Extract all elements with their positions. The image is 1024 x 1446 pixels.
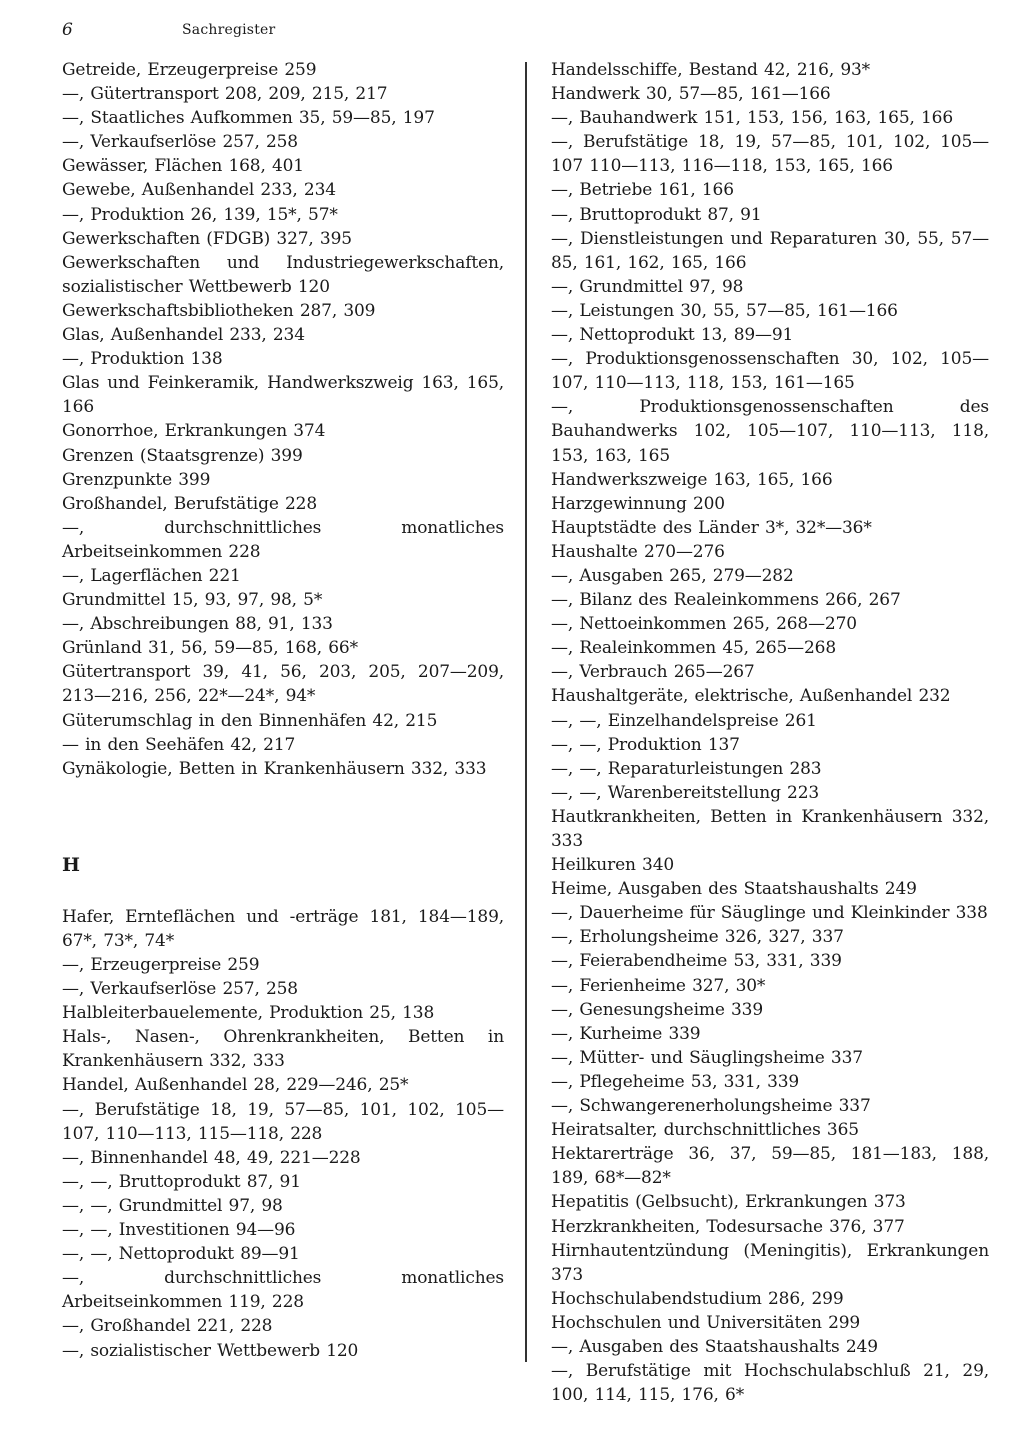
index-entry: Halbleiterbauelemente, Produktion 25, 138 xyxy=(62,1003,435,1024)
index-entry: —, Mütter- und Säuglingsheime 337 xyxy=(551,1047,863,1068)
index-entry: —, Ausgaben des Staatshaushalts 249 xyxy=(551,1336,878,1357)
index-entry: Handwerkszweige 163, 165, 166 xyxy=(551,469,833,490)
index-entry: Haushaltgeräte, elektrische, Außenhandel 232 xyxy=(551,686,951,707)
index-entry: Handwerk 30, 57—85, 161—166 xyxy=(551,84,831,105)
index-entry: —, Verkaufserlöse 257, 258 xyxy=(62,132,298,153)
index-entry: —, —, Reparaturleistungen 283 xyxy=(551,758,822,779)
index-entry: —, Erzeugerpreise 259 xyxy=(62,955,260,975)
page-number: 6 xyxy=(62,20,73,40)
index-entry: —, Berufstätige 18, 19, 57—85, 101, 102, 105—107, 110—113, 115—118, 228 xyxy=(62,1099,504,1144)
index-entry: —, Berufstätige 18, 19, 57—85, 101, 102, 105—107 110—113, 116—118, 153, 165, 166 xyxy=(551,132,989,177)
index-entry: —, durchschnittliches monatliches Arbeitseinkommen 228 xyxy=(62,517,504,562)
index-entry: —, Verkaufserlöse 257, 258 xyxy=(62,979,298,1000)
index-entry: —, Großhandel 221, 228 xyxy=(62,1316,273,1337)
index-entry: —, Feierabendheime 53, 331, 339 xyxy=(551,951,842,972)
index-entry: — in den Seehäfen 42, 217 xyxy=(62,734,296,755)
index-entry: Gütertransport 39, 41, 56, 203, 205, 207—209, 213—216, 256, 22*—24*, 94* xyxy=(62,662,504,707)
index-entry: Hirnhautentzündung (Meningitis), Erkrankungen 373 xyxy=(551,1240,989,1285)
index-entry: —, Produktionsgenossenschaften des Bauhandwerks 102, 105—107, 110—113, 118, 153, 163, 165 xyxy=(551,397,989,466)
index-entry: —, Produktion 138 xyxy=(62,349,223,370)
index-entry: —, Genesungsheime 339 xyxy=(551,999,764,1020)
index-entry: —, Erholungsheime 326, 327, 337 xyxy=(551,927,844,948)
section-letter-h: H xyxy=(62,853,80,876)
index-entry: Hauptstädte des Länder 3*, 32*—36* xyxy=(551,517,872,538)
index-entry: —, —, Grundmittel 97, 98 xyxy=(62,1195,283,1216)
index-entry: —, Grundmittel 97, 98 xyxy=(551,276,744,297)
index-entry: Grünland 31, 56, 59—85, 168, 66* xyxy=(62,638,358,659)
index-entry: Glas und Feinkeramik, Handwerkszweig 163, 165, 166 xyxy=(62,373,504,418)
index-entry: Herzkrankheiten, Todesursache 376, 377 xyxy=(551,1216,905,1237)
index-entry: —, Bruttoprodukt 87, 91 xyxy=(551,204,762,225)
index-entry: —, Betriebe 161, 166 xyxy=(551,180,734,201)
index-entry: Handel, Außenhandel 28, 229—246, 25* xyxy=(62,1075,409,1096)
index-entry: —, Bauhandwerk 151, 153, 156, 163, 165, 166 xyxy=(551,108,954,129)
index-entry: Handelsschiffe, Bestand 42, 216, 93* xyxy=(551,60,871,80)
index-entry: Heime, Ausgaben des Staatshaushalts 249 xyxy=(551,879,917,900)
index-entry: Heiratsalter, durchschnittliches 365 xyxy=(551,1120,859,1141)
index-entry: Gonorrhoe, Erkrankungen 374 xyxy=(62,421,326,442)
index-entry: Glas, Außenhandel 233, 234 xyxy=(62,325,305,346)
index-entry: —, Bilanz des Realeinkommens 266, 267 xyxy=(551,590,901,611)
index-entry: Haushalte 270—276 xyxy=(551,541,725,562)
index-entry: Hektarerträge 36, 37, 59—85, 181—183, 188, 189, 68*—82* xyxy=(551,1144,989,1189)
index-entry: —, Abschreibungen 88, 91, 133 xyxy=(62,614,333,635)
running-title: Sachregister xyxy=(182,22,276,38)
index-entry: Gewerkschaften (FDGB) 327, 395 xyxy=(62,228,352,249)
index-entry: —, Pflegeheime 53, 331, 339 xyxy=(551,1071,800,1092)
index-entry: —, Nettoeinkommen 265, 268—270 xyxy=(551,614,857,635)
index-entry: —, —, Bruttoprodukt 87, 91 xyxy=(62,1171,301,1192)
index-entry: —, Berufstätige mit Hochschulabschluß 21, 29, 100, 114, 115, 176, 6* xyxy=(551,1361,989,1406)
index-entry: —, Ausgaben 265, 279—282 xyxy=(551,565,794,586)
index-entry: Hafer, Ernteflächen und -erträge 181, 184—189, 67*, 73*, 74* xyxy=(62,906,504,951)
index-entry: —, Verbrauch 265—267 xyxy=(551,662,755,683)
index-entry: —, durchschnittliches monatliches Arbeitseinkommen 119, 228 xyxy=(62,1268,504,1313)
entries-h-list xyxy=(62,905,504,1363)
index-entry: Gewebe, Außenhandel 233, 234 xyxy=(62,180,336,201)
index-entry: —, Realeinkommen 45, 265—268 xyxy=(551,638,837,659)
index-entry: Gewerkschaftsbibliotheken 287, 309 xyxy=(62,300,376,321)
index-entry: Gewässer, Flächen 168, 401 xyxy=(62,156,304,177)
index-entry: —, —, Produktion 137 xyxy=(551,734,740,755)
index-entry: —, Dauerheime für Säuglinge und Kleinkinder 338 xyxy=(551,903,988,924)
entries-g-list xyxy=(62,58,504,781)
index-entry: Hautkrankheiten, Betten in Krankenhäusern 332, 333 xyxy=(551,806,989,851)
index-entry: —, Ferienheime 327, 30* xyxy=(551,975,766,996)
index-entry: Großhandel, Berufstätige 228 xyxy=(62,493,317,514)
index-entry: Hochschulen und Universitäten 299 xyxy=(551,1312,861,1333)
index-entry: —, Kurheime 339 xyxy=(551,1023,701,1044)
index-entry: Heilkuren 340 xyxy=(551,855,675,876)
index-entry: —, sozialistischer Wettbewerb 120 xyxy=(62,1340,359,1361)
index-entry: —, Dienstleistungen und Reparaturen 30, 55, 57—85, 161, 162, 165, 166 xyxy=(551,228,989,273)
right-column xyxy=(551,58,989,1407)
index-entry: —, Leistungen 30, 55, 57—85, 161—166 xyxy=(551,300,898,321)
index-entry: —, Binnenhandel 48, 49, 221—228 xyxy=(62,1147,361,1168)
column-divider xyxy=(525,62,527,1362)
entries-right-list xyxy=(551,58,989,1407)
index-entry: —, Produktion 26, 139, 15*, 57* xyxy=(62,204,338,225)
index-entry: Hepatitis (Gelbsucht), Erkrankungen 373 xyxy=(551,1192,906,1213)
index-entry: —, Nettoprodukt 13, 89—91 xyxy=(551,325,794,346)
index-entry: —, Lagerflächen 221 xyxy=(62,565,241,586)
index-entry: Gewerkschaften und Industriegewerkschaften, sozialistischer Wettbewerb 120 xyxy=(62,252,504,297)
index-entry: Hochschulabendstudium 286, 299 xyxy=(551,1288,844,1309)
index-entry: —, Schwangerenerholungsheime 337 xyxy=(551,1096,871,1117)
section-gap xyxy=(62,781,504,853)
index-entry: Gynäkologie, Betten in Krankenhäusern 332, 333 xyxy=(62,758,487,779)
left-column xyxy=(62,58,504,1363)
index-entry: —, —, Investitionen 94—96 xyxy=(62,1220,296,1241)
index-entry: —, Gütertransport 208, 209, 215, 217 xyxy=(62,84,388,105)
index-entry: Grundmittel 15, 93, 97, 98, 5* xyxy=(62,590,323,611)
index-entry: —, Produktionsgenossenschaften 30, 102, 105—107, 110—113, 118, 153, 161—165 xyxy=(551,349,989,394)
index-entry: —, Staatliches Aufkommen 35, 59—85, 197 xyxy=(62,108,435,129)
index-entry: —, —, Einzelhandelspreise 261 xyxy=(551,710,817,731)
index-entry: Hals-, Nasen-, Ohrenkrankheiten, Betten in Krankenhäusern 332, 333 xyxy=(62,1027,504,1072)
index-entry: Grenzen (Staatsgrenze) 399 xyxy=(62,445,303,466)
index-entry: Grenzpunkte 399 xyxy=(62,469,211,490)
index-entry: Getreide, Erzeugerpreise 259 xyxy=(62,60,317,80)
index-entry: —, —, Warenbereitstellung 223 xyxy=(551,782,820,803)
index-entry: Harzgewinnung 200 xyxy=(551,493,725,514)
index-entry: Güterumschlag in den Binnenhäfen 42, 215 xyxy=(62,710,438,731)
index-entry: —, —, Nettoprodukt 89—91 xyxy=(62,1244,300,1265)
